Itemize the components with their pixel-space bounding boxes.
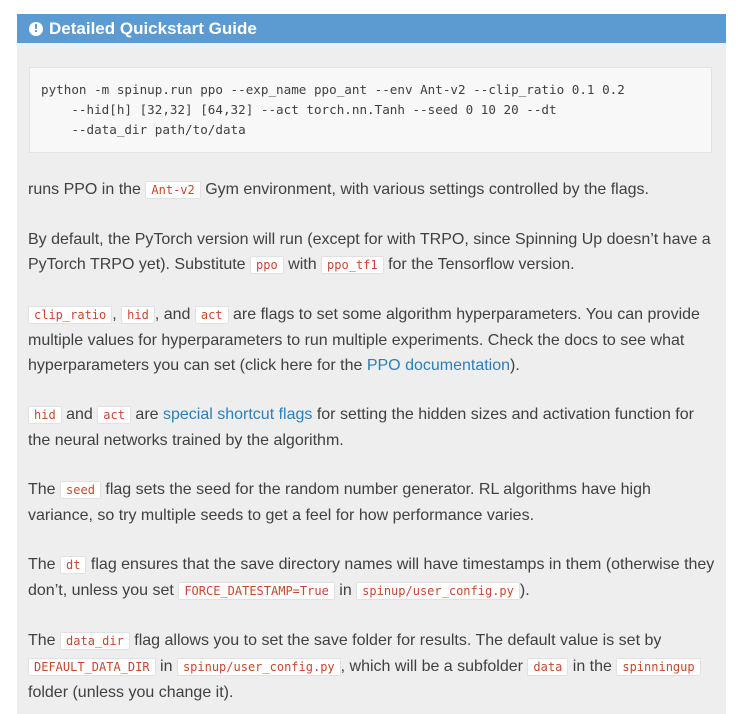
inline-code-ant-v2: Ant-v2 <box>145 181 200 199</box>
text: ). <box>519 582 530 599</box>
text: for setting the hidden sizes and activation function for the neural networks trained by the algorithm. <box>28 406 694 449</box>
text: are <box>130 406 163 423</box>
text: , and <box>154 306 195 323</box>
text: are flags to set some algorithm hyperparameters. You can provide multiple values for hyperparameters to run multiple experiments. Check the docs to see what hyperparameters you can set (click here for the <box>28 306 700 374</box>
text: for the Tensorflow version. <box>383 256 575 273</box>
quickstart-admonition <box>17 14 726 714</box>
admonition-content <box>17 177 726 705</box>
inline-code-data-dir: data_dir <box>60 632 130 650</box>
text: runs PPO in the <box>28 181 146 198</box>
code-line-1: python -m spinup.run ppo --exp_name ppo_ant --env Ant-v2 --clip_ratio 0.1 0.2 <box>41 82 625 97</box>
inline-code-spinningup: spinningup <box>616 658 700 676</box>
paragraph-runs-ppo <box>28 177 715 203</box>
inline-code-dt: dt <box>60 556 86 574</box>
text: The <box>28 556 61 573</box>
text: , <box>112 306 122 323</box>
inline-code-force-datestamp: FORCE_DATESTAMP=True <box>178 582 335 600</box>
text: flag allows you to set the save folder for results. The default value is set by <box>129 632 662 649</box>
inline-code-hid: hid <box>121 306 155 324</box>
inline-code-default-data-dir: DEFAULT_DATA_DIR <box>28 658 156 676</box>
code-line-3: --data_dir path/to/data <box>41 122 246 137</box>
inline-code-clip-ratio: clip_ratio <box>28 306 112 324</box>
command-code-block[interactable] <box>29 67 712 153</box>
text: in <box>334 582 357 599</box>
paragraph-dt-flag <box>28 552 715 604</box>
text: flag ensures that the save directory names will have timestamps in them (otherwise they don’t, unless you set <box>28 556 715 599</box>
paragraph-hyperparameters <box>28 302 715 378</box>
text: and <box>61 406 98 423</box>
inline-code-user-config: spinup/user_config.py <box>177 658 341 676</box>
inline-code-hid: hid <box>28 406 62 424</box>
inline-code-user-config: spinup/user_config.py <box>356 582 520 600</box>
text: flag sets the seed for the random number generator. RL algorithms have high variance, so try multiple seeds to get a feel for how performance varies. <box>28 481 651 524</box>
text: with <box>283 256 322 273</box>
text: Gym environment, with various settings controlled by the flags. <box>200 181 649 198</box>
inline-code-act: act <box>195 306 229 324</box>
paragraph-pytorch-default <box>28 227 715 278</box>
text: ). <box>510 357 520 374</box>
paragraph-shortcut-flags <box>28 402 715 453</box>
admonition-title: Detailed Quickstart Guide <box>49 18 257 38</box>
text: in <box>155 658 177 675</box>
inline-code-seed: seed <box>60 481 101 499</box>
text: in the <box>568 658 617 675</box>
paragraph-data-dir-flag <box>28 628 715 705</box>
admonition-title-bar <box>17 14 726 43</box>
inline-code-ppo: ppo <box>250 256 284 274</box>
text: The <box>28 481 61 498</box>
inline-code-ppo-tf1: ppo_tf1 <box>321 256 384 274</box>
text: By default, the PyTorch version will run (except for with TRPO, since Spinning Up doesn’t have a PyTorch TRPO yet). Substitute <box>28 231 711 273</box>
text: folder (unless you change it). <box>28 684 234 701</box>
inline-code-act: act <box>97 406 131 424</box>
text: The <box>28 632 61 649</box>
text: , which will be a subfolder <box>340 658 528 675</box>
code-line-2: --hid[h] [32,32] [64,32] --act torch.nn.Tanh --seed 0 10 20 --dt <box>41 102 557 117</box>
code-text[interactable] <box>41 80 699 140</box>
special-shortcut-flags-link[interactable]: special shortcut flags <box>162 406 313 423</box>
exclamation-circle-icon: ! <box>29 22 43 36</box>
inline-code-data: data <box>527 658 568 676</box>
paragraph-seed-flag <box>28 477 715 528</box>
ppo-documentation-link[interactable]: PPO documentation <box>366 357 511 374</box>
